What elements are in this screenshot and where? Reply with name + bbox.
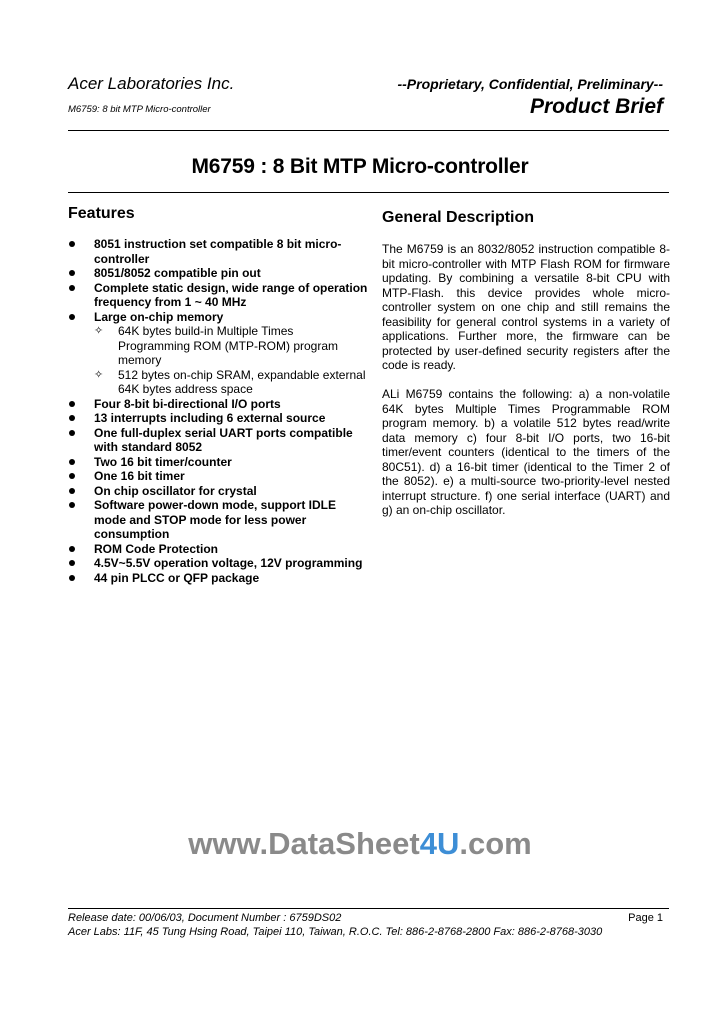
- sub-list-item: [68, 368, 368, 397]
- features-list: [68, 237, 368, 585]
- feature-text: 512 bytes on-chip SRAM, expandable external 64K bytes address space: [118, 367, 366, 396]
- bullet-icon: [69, 546, 75, 552]
- bullet-icon: [69, 314, 75, 320]
- bullet-icon: [69, 560, 75, 566]
- list-item: [68, 397, 368, 412]
- bullet-icon: [69, 415, 75, 421]
- feature-text: One 16 bit timer: [94, 469, 185, 483]
- description-paragraph: The M6759 is an 8032/8052 instruction compatible 8-bit micro-controller with MTP Flash ROM for firmware updating. By combining a versatile 8-bit CPU with MTP-Flash. this device provides whole micro-controller system on one chip and still remains the feasibility for general control systems in a variety of applications. Further more, the firmware can be protected by user-defined security registers after the code is ready.: [382, 242, 670, 372]
- doc-type: Product Brief: [529, 95, 663, 118]
- list-item: [68, 498, 368, 542]
- watermark-highlight: 4U: [419, 826, 460, 861]
- page-number: Page 1: [628, 912, 663, 924]
- feature-text: 13 interrupts including 6 external source: [94, 411, 326, 425]
- bullet-icon: [69, 270, 75, 276]
- bullet-icon: [69, 285, 75, 291]
- diamond-icon: ✧: [94, 325, 104, 337]
- list-item: [68, 411, 368, 426]
- feature-text: Large on-chip memory: [94, 309, 224, 324]
- feature-text: 64K bytes build-in Multiple Times Programming ROM (MTP-ROM) program memory: [118, 324, 339, 367]
- feature-text: 44 pin PLCC or QFP package: [94, 570, 260, 585]
- list-item: [68, 266, 368, 281]
- watermark-suffix: .com: [459, 826, 532, 861]
- confidential-notice: --Proprietary, Confidential, Preliminary--: [397, 76, 663, 92]
- list-item: [68, 426, 368, 455]
- bullet-icon: [69, 459, 75, 465]
- list-item: [68, 310, 368, 325]
- page-title: M6759 : 8 Bit MTP Micro-controller: [191, 155, 529, 178]
- description-heading: General Description: [382, 209, 535, 226]
- header-subtitle: M6759: 8 bit MTP Micro-controller: [68, 104, 211, 115]
- list-item: [68, 542, 368, 557]
- feature-text: Software power-down mode, support IDLE mode and STOP mode for less power consumption: [94, 498, 337, 541]
- bullet-icon: [69, 502, 75, 508]
- list-item: [68, 469, 368, 484]
- bullet-icon: [69, 575, 75, 581]
- list-item: [68, 237, 368, 266]
- release-info: Release date: 00/06/03, Document Number : 6759DS02: [68, 912, 342, 924]
- bullet-icon: [69, 241, 75, 247]
- feature-text: Two 16 bit timer/counter: [94, 454, 232, 469]
- company-name: Acer Laboratories Inc.: [68, 74, 235, 93]
- description-paragraph: ALi M6759 contains the following: a) a non-volatile 64K bytes Multiple Times Programmable ROM program memory. b) a volatile 512 bytes read/write data memory c) four 8-bit I/O ports, two 16-bit timer/event counters (identical to the timers of the 80C51). d) a 16-bit timer (identical to the Timer 2 of the 8052). e) a multi-source two-priority-level nested interrupt structure. f) one serial interface (UART) and g) an on-chip oscillator.: [382, 387, 670, 517]
- list-item: [68, 556, 368, 571]
- bullet-icon: [69, 473, 75, 479]
- address: Acer Labs: 11F, 45 Tung Hsing Road, Taipei 110, Taiwan, R.O.C. Tel: 886-2-8768-2800 Fax: 886-2-8768-3030: [68, 926, 603, 938]
- feature-text: ROM Code Protection: [94, 541, 219, 556]
- features-heading: Features: [68, 205, 135, 222]
- description-body: [382, 242, 670, 532]
- list-item: [68, 484, 368, 499]
- feature-text: One full-duplex serial UART ports compatible with standard 8052: [94, 425, 353, 454]
- feature-text: 8051 instruction set compatible 8 bit micro-controller: [94, 237, 342, 266]
- feature-text: 4.5V~5.5V operation voltage, 12V programming: [94, 556, 363, 570]
- bullet-icon: [69, 401, 75, 407]
- feature-text: Four 8-bit bi-directional I/O ports: [94, 396, 281, 411]
- list-item: [68, 281, 368, 310]
- diamond-icon: ✧: [94, 368, 104, 381]
- title-rule: [68, 192, 669, 193]
- header-rule: [68, 130, 669, 131]
- watermark: [0, 826, 720, 862]
- bullet-icon: [69, 430, 75, 436]
- watermark-text: www.DataSheet: [188, 826, 420, 861]
- bullet-icon: [69, 488, 75, 494]
- list-item: [68, 455, 368, 470]
- list-item: [68, 571, 368, 586]
- sub-list-item: [68, 324, 368, 368]
- footer-rule: [68, 908, 669, 909]
- feature-text: Complete static design, wide range of operation frequency from 1 ~ 40 MHz: [94, 280, 368, 309]
- feature-text: 8051/8052 compatible pin out: [94, 266, 261, 280]
- feature-text: On chip oscillator for crystal: [94, 483, 257, 498]
